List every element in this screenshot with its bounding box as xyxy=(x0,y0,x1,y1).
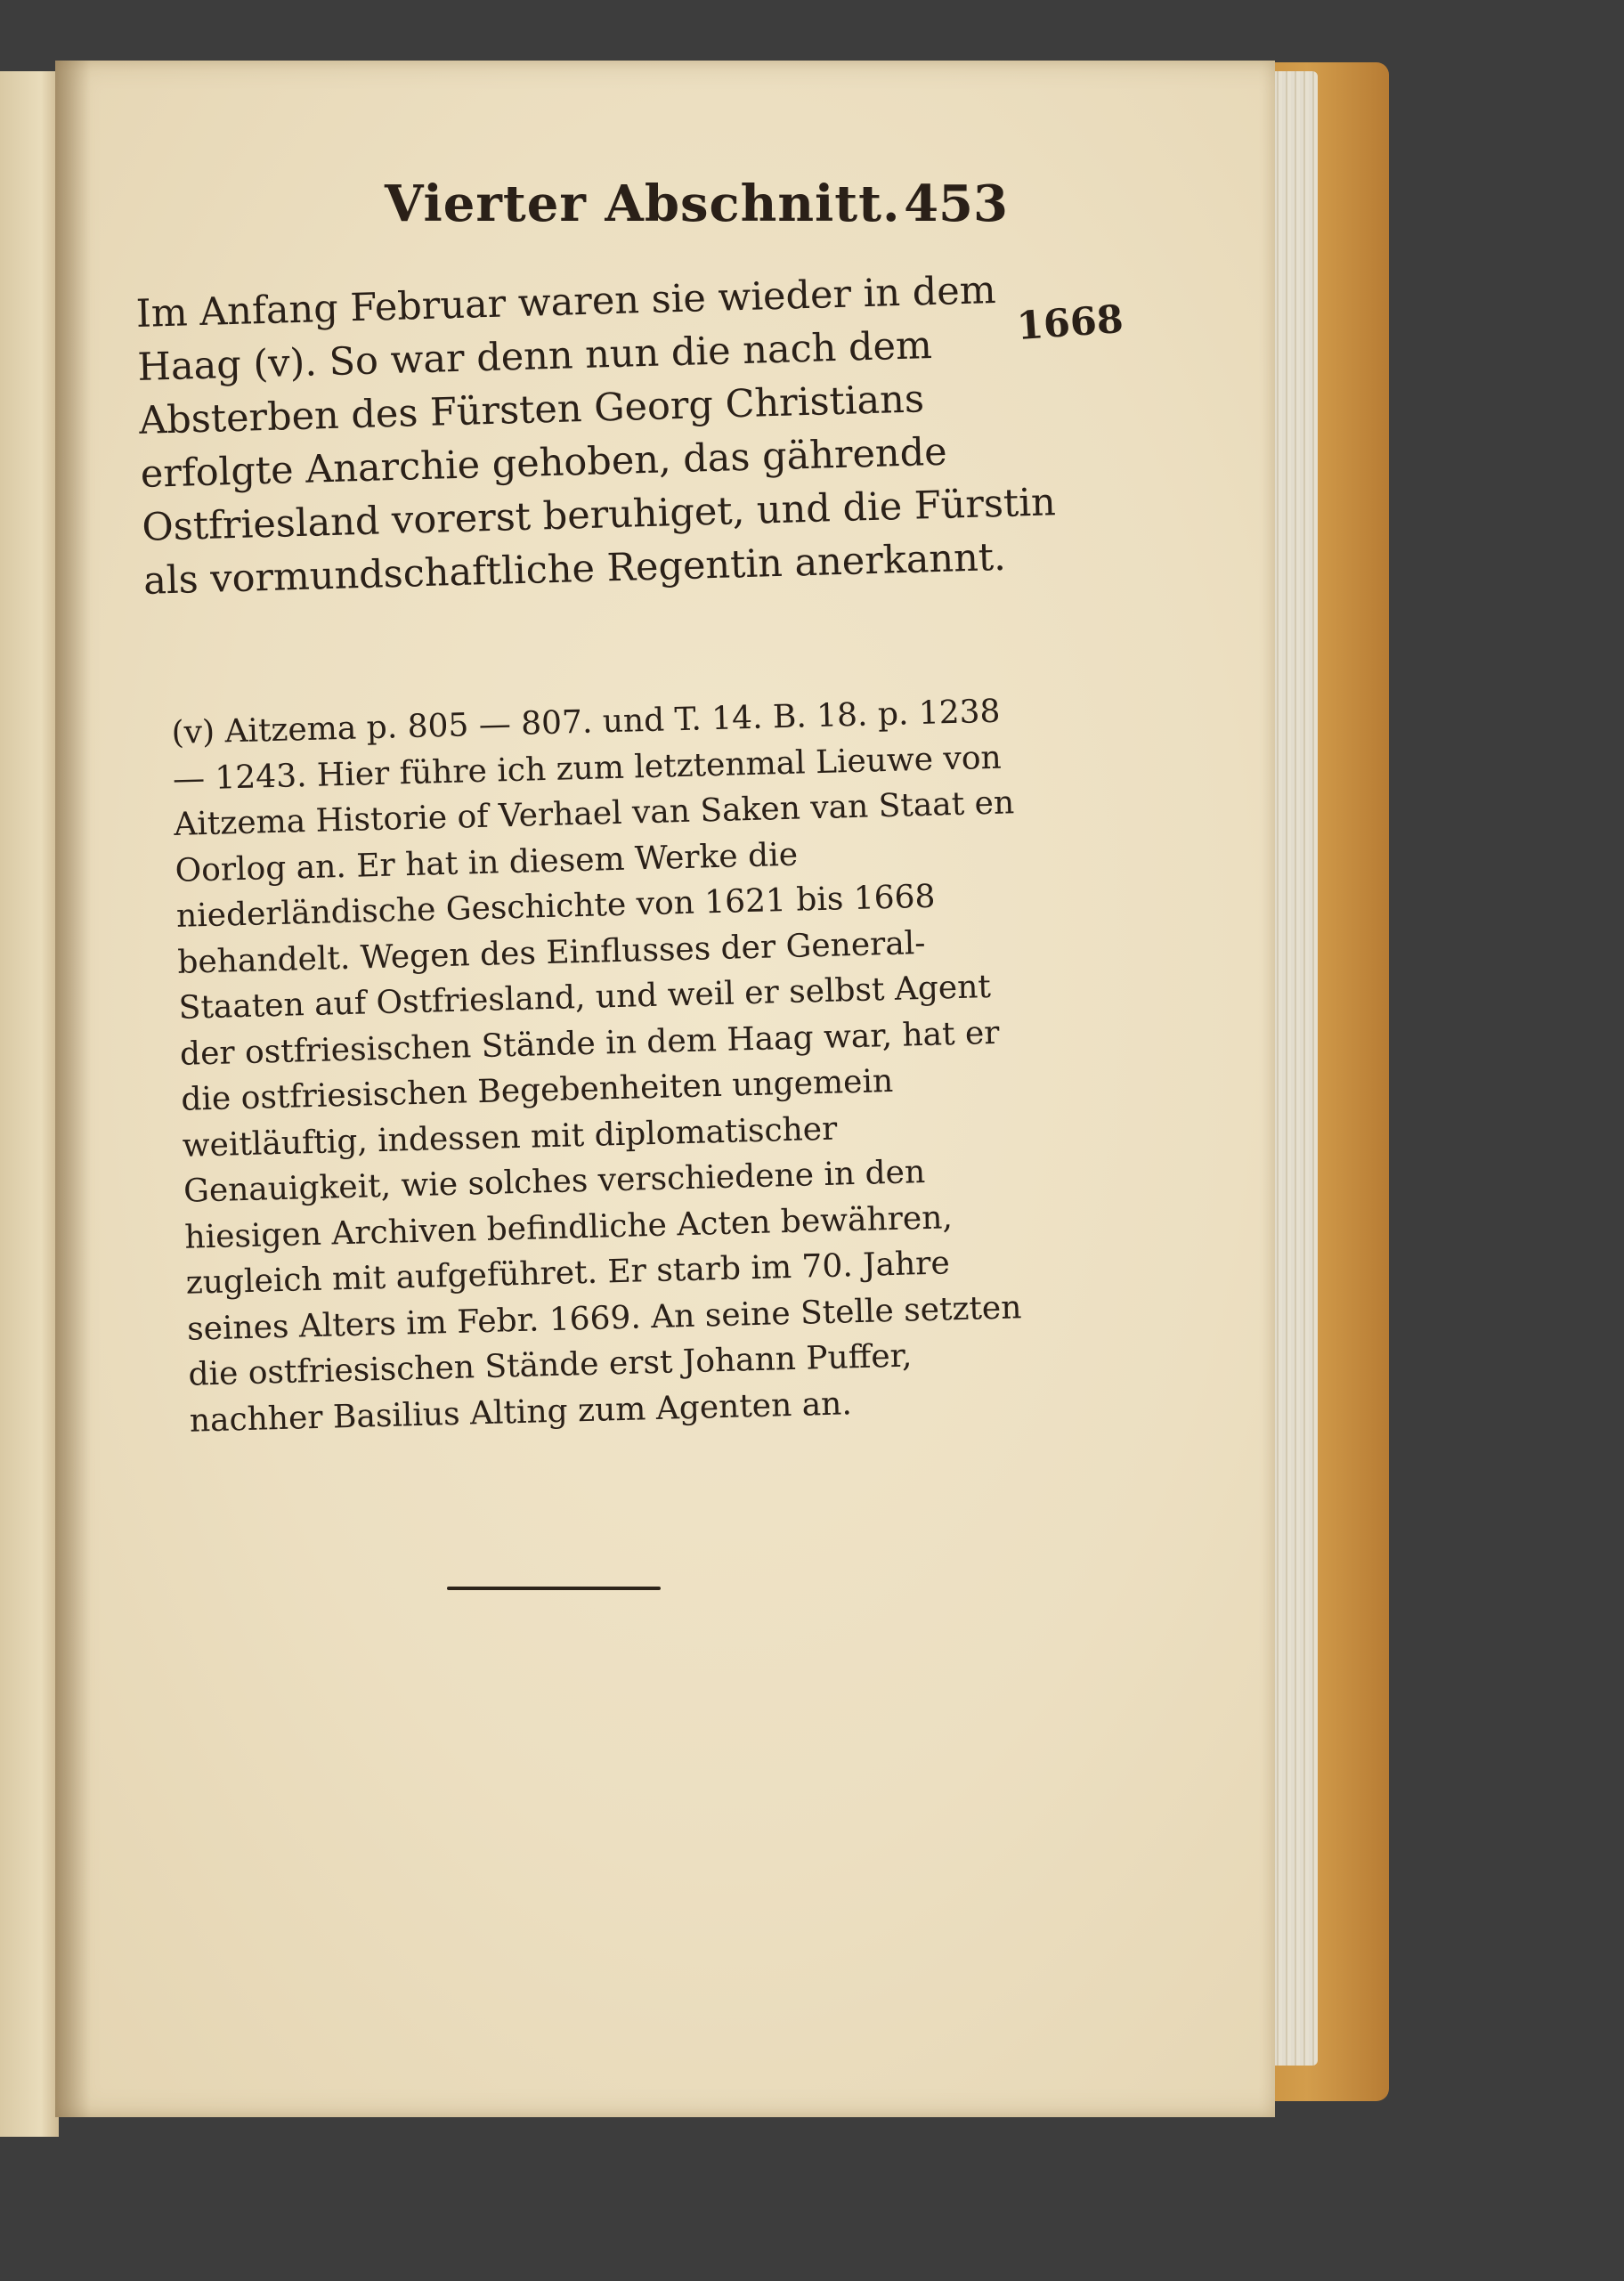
book-page xyxy=(55,61,1275,2117)
body-paragraph: Im Anfang Februar waren sie wieder in dem Haag (v). So war denn nun die nach dem Absterben des Fürsten Georg Christians erfolgte Anarchie gehoben, das gährende Ostfriesland vorerst beruhiget, und die Fürstin als vormundschaftliche Regentin anerkannt. xyxy=(135,268,1057,604)
page-gutter-shadow xyxy=(55,61,91,2117)
left-page-edge xyxy=(0,71,59,2137)
page-number: 453 xyxy=(904,175,1008,233)
section-end-rule xyxy=(447,1587,661,1590)
margin-year: 1668 xyxy=(1015,296,1125,350)
footnote: (v) Aitzema p. 805 — 807. und T. 14. B. 18. p. 1238 — 1243. Hier führe ich zum letztenmal Lieuwe von Aitzema Historie of Verhael van Saken van Staat en Oorlog an. Er hat in diesem Werke die niederländische Geschichte von 1621 bis 1668 behandelt. Wegen des Einflusses der General-Staaten auf Ostfriesland, und weil er selbst Agent der ostfriesischen Stände in dem Haag war, hat er die ostfriesischen Begebenheiten ungemein weitläuftig, indessen mit diplomatischer Genauigkeit, wie solches verschiedene in den hiesigen Archiven befindliche Acten bewähren, zugleich mit aufgeführet. Er starb im 70. Jahre seines Alters im Febr. 1669. An seine Stelle setzten die ostfriesischen Stände erst Johann Puffer, nachher Basilius Alting zum Agenten an. xyxy=(171,693,1022,1440)
page-header xyxy=(331,167,1061,248)
running-head: Vierter Abschnitt. xyxy=(385,175,901,233)
